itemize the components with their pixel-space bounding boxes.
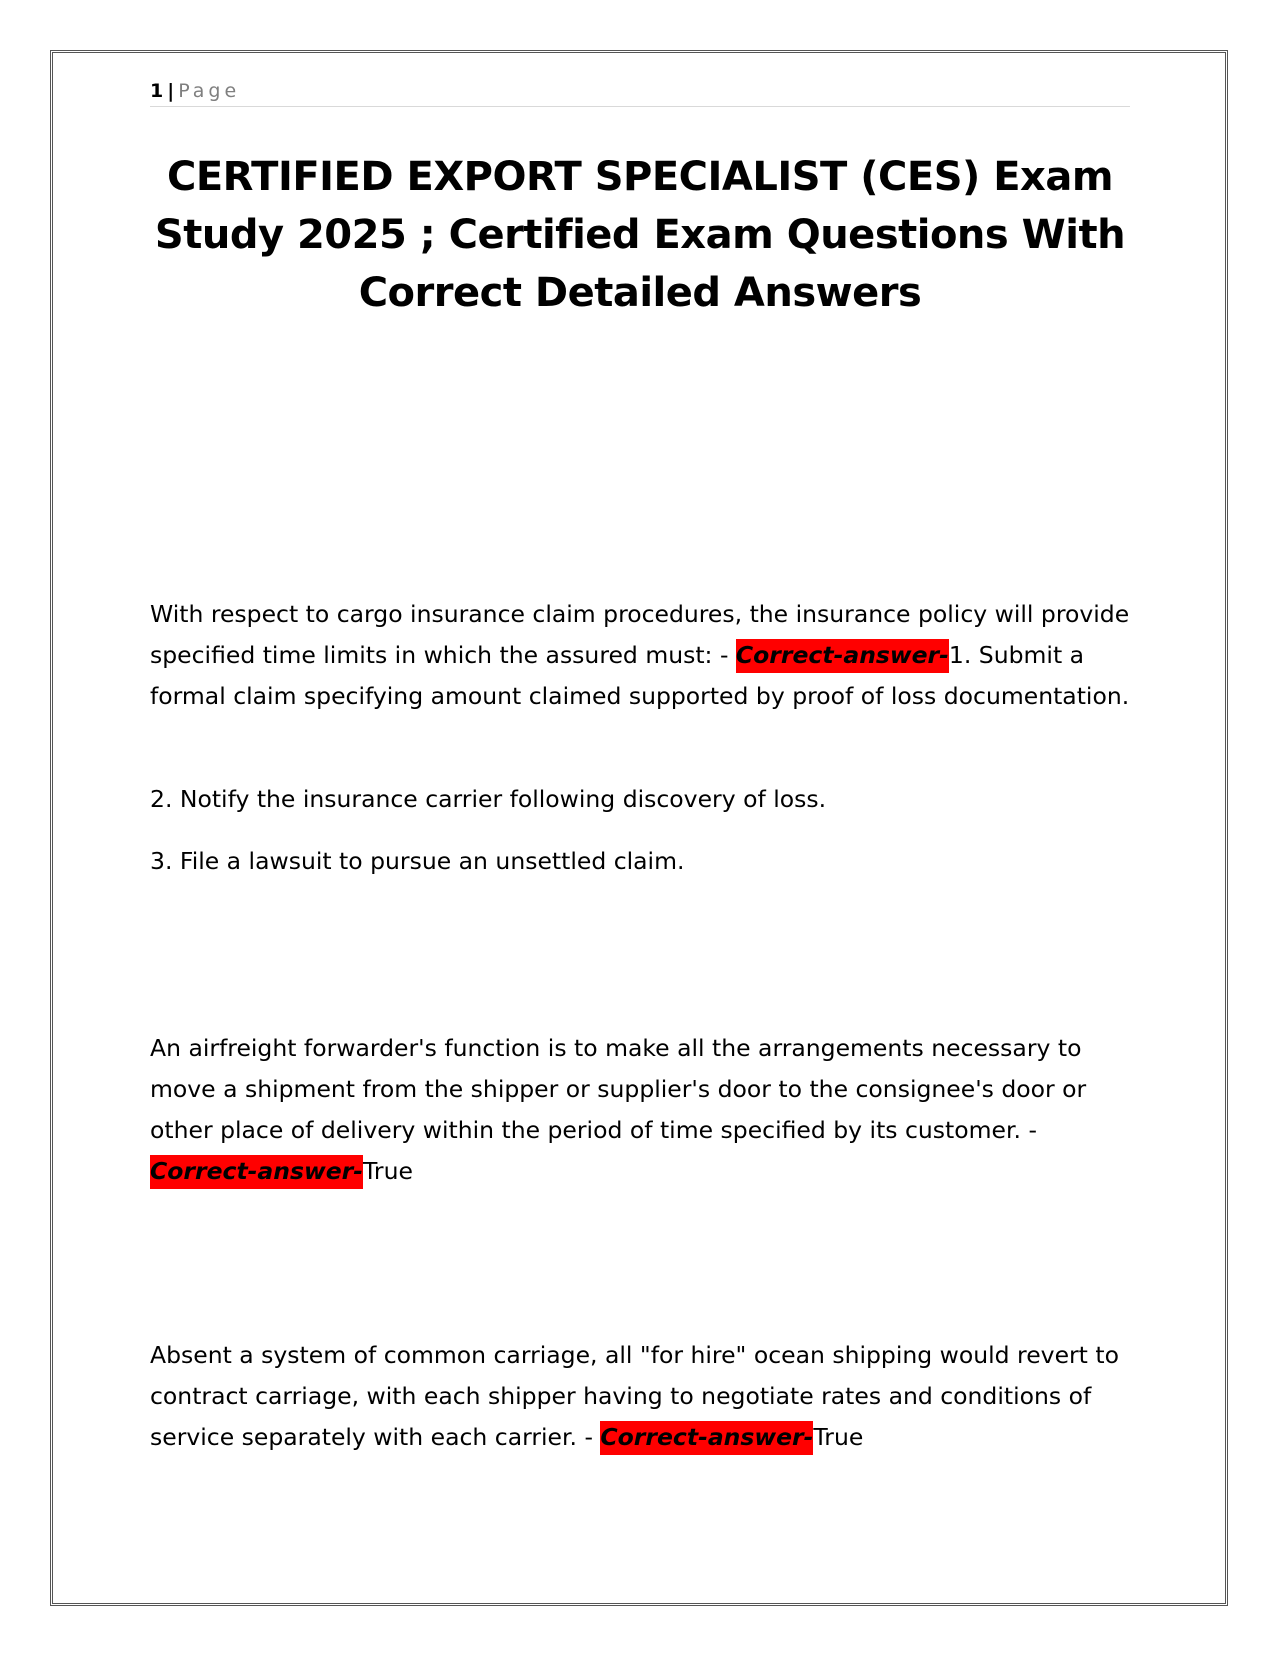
question-prompt: With respect to cargo insurance claim procedures, the insurance policy will provide specified time limits in which the assured must: - <box>150 600 1130 669</box>
question-text <box>150 594 1140 717</box>
correct-answer-marker: Correct-answer- <box>736 639 949 673</box>
answer-text: 2. Notify the insurance carrier following discovery of loss. <box>150 785 827 813</box>
answer-text: True <box>363 1157 413 1185</box>
question-prompt: Absent a system of common carriage, all "for hire" ocean shipping would revert to contract carriage, with each shipper having to negotiate rates and conditions of service separately with each carrier. - <box>150 1341 1119 1451</box>
answer-list-item <box>150 841 1140 882</box>
page-number: 1 <box>150 80 164 102</box>
question-block-2 <box>150 1028 1140 1192</box>
answer-text: 3. File a lawsuit to pursue an unsettled claim. <box>150 847 685 875</box>
correct-answer-marker: Correct-answer- <box>600 1421 813 1455</box>
question-text <box>150 1028 1140 1192</box>
question-text <box>150 1335 1140 1458</box>
question-block-3 <box>150 1335 1140 1458</box>
page-header <box>150 78 1130 107</box>
document-title: CERTIFIED EXPORT SPECIALIST (CES) Exam Study 2025 ; Certified Exam Questions With Correct Detailed Answers <box>154 154 1126 316</box>
question-block-1 <box>150 594 1140 717</box>
correct-answer-marker: Correct-answer- <box>150 1155 363 1189</box>
page-label: Page <box>178 80 241 102</box>
header-separator: | <box>167 80 175 102</box>
answer-text: True <box>813 1423 864 1451</box>
answer-list-item <box>150 779 1140 820</box>
question-prompt: An airfreight forwarder's function is to make all the arrangements necessary to move a shipment from the shipper or supplier's door to the consignee's door or other place of delivery within the period of time specified by its customer. - <box>150 1034 1087 1144</box>
answer-text: 1. Submit a formal claim specifying amount claimed supported by proof of loss documentation. <box>150 641 1130 710</box>
